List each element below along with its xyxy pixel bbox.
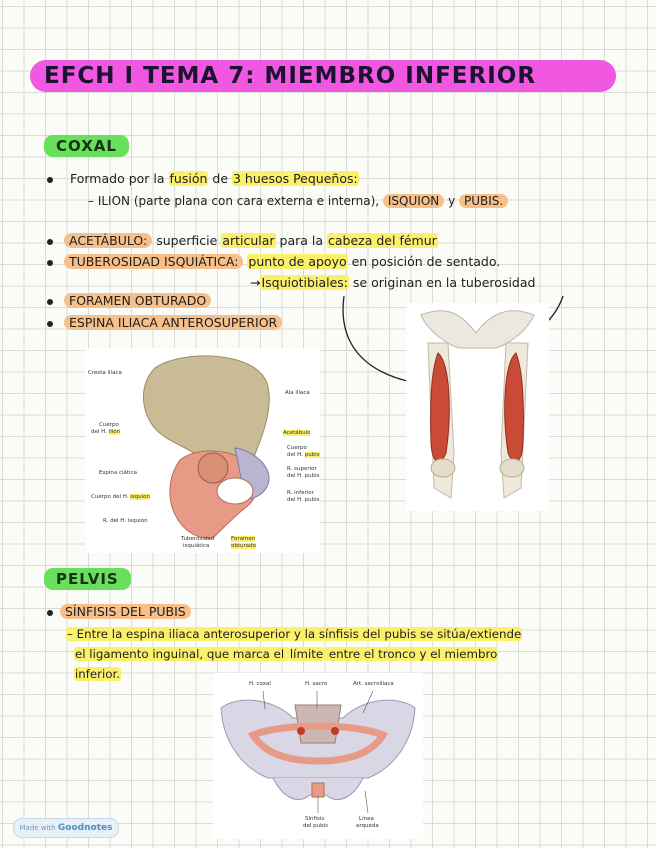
coxal-line-huesos: – ILION (parte plana con cara externa e interna), ISQUION y PUBIS. [88, 192, 508, 210]
pelvis-line-2: el ligamento inguinal, que marca el límite entre el tronco y el miembro [75, 647, 498, 661]
hamstrings-drawing [406, 303, 549, 511]
page-title: EFCH I TEMA 7: MIEMBRO INFERIOR [30, 60, 616, 92]
label-tuberosidad-a: Tuberosidad [181, 536, 215, 542]
label-r-superior-a: R. superior [287, 466, 317, 472]
label-cuerpo-pubis-a: Cuerpo [287, 445, 307, 451]
sinfisis-line: SÍNFISIS DEL PUBIS [60, 603, 191, 621]
label-cuerpo-ilion-b: del H. ilion [91, 429, 121, 435]
hip-bone-illustration [85, 348, 320, 553]
pelvis-illustration [213, 673, 423, 839]
label-tuberosidad-b: isquiática [183, 543, 210, 549]
label-cuerpo-ilion-a: Cuerpo [99, 422, 119, 428]
label-sinfisis-b: del pubis [303, 823, 329, 829]
bullet [47, 610, 53, 616]
label-r-superior-b: del H. pubis [287, 473, 320, 479]
label-linea-a: Línea [359, 816, 374, 822]
label-r-isquion: R. del H. isquion [103, 518, 148, 524]
label-foramen-b: obturado [231, 543, 256, 549]
pelvis-drawing [213, 673, 423, 839]
pelvis-line-3: inferior. [75, 667, 121, 681]
label-ala: Ala ilíaca [285, 390, 310, 396]
label-foramen-a: Foramen [231, 536, 256, 542]
label-acetabulo: Acetábulo [283, 430, 311, 436]
section-heading-pelvis: PELVIS [44, 568, 131, 590]
pelvis-line-1: – Entre la espina iliaca anterosuperior y la sínfisis del pubis se sitúa/extiende [67, 627, 522, 641]
section-heading-coxal: COXAL [44, 135, 129, 157]
label-h-coxal: H. coxal [249, 681, 271, 687]
tuberosidad-line: TUBEROSIDAD ISQUIÁTICA: punto de apoyo en posición de sentado. [64, 253, 500, 271]
isquiotibiales-line: →Isquiotibiales: se originan en la tuberosidad [250, 275, 536, 290]
coxal-line-formado: Formado por la fusión de 3 huesos Pequeños: [70, 171, 358, 186]
label-r-inferior-a: R. inferior [287, 490, 314, 496]
foramen-line: FORAMEN OBTURADO [64, 292, 211, 310]
label-linea-b: arqueda [356, 823, 379, 829]
label-r-inferior-b: del H. pubis [287, 497, 320, 503]
label-espina-ciatica: Espina ciática [99, 470, 137, 476]
label-cuerpo-pubis-b: del H. pubis [287, 452, 320, 458]
espina-line: ESPINA ILIACA ANTEROSUPERIOR [64, 314, 282, 332]
label-cresta: Cresta ilíaca [88, 370, 122, 376]
label-h-sacro: H. sacro [305, 681, 328, 687]
label-art-sacroiliaca: Art. sacroilíaca [353, 681, 394, 687]
acetabulo-line: ACETÁBULO: superficie articular para la cabeza del fémur [64, 232, 438, 250]
hamstrings-illustration [406, 303, 549, 511]
label-sinfisis-a: Sínfisis [305, 816, 325, 822]
goodnotes-badge: Made with Goodnotes [13, 818, 119, 838]
label-cuerpo-isquion: Cuerpo del H. isquion [91, 494, 151, 500]
